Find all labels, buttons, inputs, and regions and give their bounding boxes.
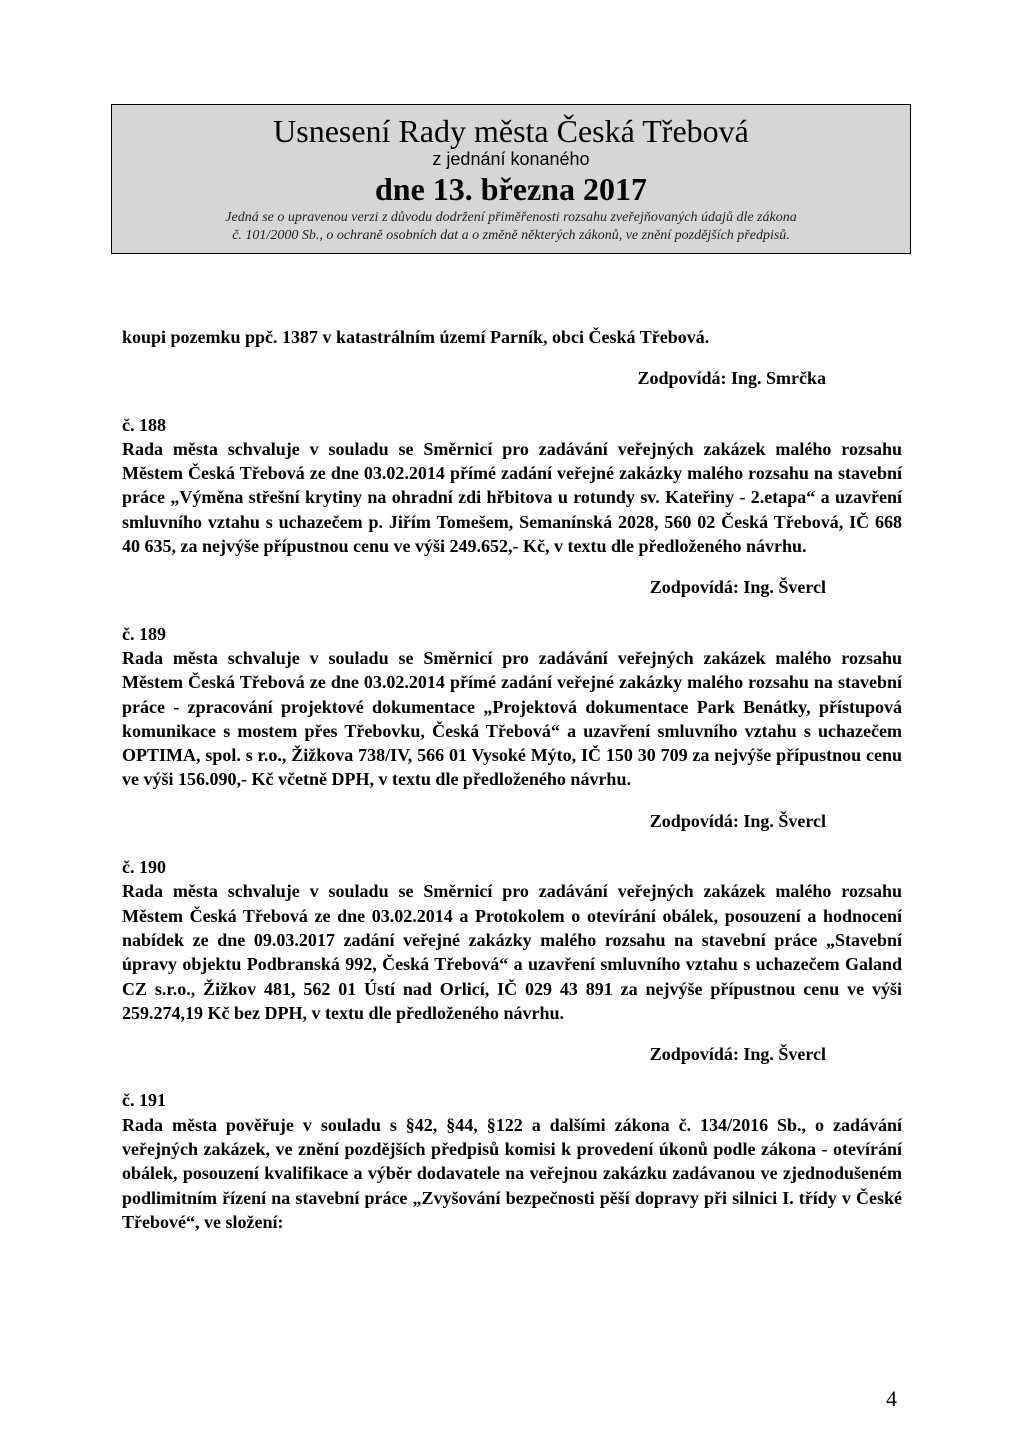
intro-text: koupi pozemku ppč. 1387 v katastrálním území Parník, obci Česká Třebová. <box>122 327 710 347</box>
page-number: 4 <box>886 1386 897 1411</box>
resolution-header-box <box>111 104 911 254</box>
redaction-note-line-2: č. 101/2000 Sb., o ochraně osobních dat a o změně některých zákonů, ve znění pozdějších předpisů. <box>232 228 790 243</box>
resolution-188-number: č. 188 <box>122 414 166 435</box>
document-title: Usnesení Rady města Česká Třebová <box>273 113 749 149</box>
resolution-190-number: č. 190 <box>122 857 166 878</box>
document-subtitle: z jednání konaného <box>432 149 590 169</box>
resolution-189-text: Rada města schvaluje v souladu se Směrnicí pro zadávání veřejných zakázek malého rozsahu Městem Česká Třebová ze dne 03.02.2014 přímé zadání veřejné zakázky malého rozsahu na stavební práce - zpracování projektové dokumentace „Projektová dokumentace Park Benátky, přístupová komunikace s mostem přes Třebovku, Česká Třebová“ a uzavření smluvního vztahu s uchazečem OPTIMA, spol. s r.o., Žižkova 738/IV, 566 01 Vysoké Mýto, IČ 150 30 709 za nejvýše přípustnou cenu ve výši 156.090,- Kč včetně DPH, v textu dle předloženého návrhu. <box>122 647 902 790</box>
resolution-189-number: č. 189 <box>122 623 166 644</box>
resolution-190-responsible: Zodpovídá: Ing. Švercl <box>649 1044 826 1065</box>
resolution-191-text: Rada města pověřuje v souladu s §42, §44, §122 a dalšími zákona č. 134/2016 Sb., o zadávání veřejných zakázek, ve znění pozdějších předpisů komisi k provedení úkonů podle zákona - otevírání obálek, posouzení kvalifikace a výběr dodavatele na veřejnou zakázku zadávanou ve zjednodušeném podlimitním řízení na stavební práce „Zvyšování bezpečnosti pěší dopravy při silnici I. třídy v České Třebové“, ve složení: <box>122 1114 902 1232</box>
resolution-188-responsible: Zodpovídá: Ing. Švercl <box>649 577 826 598</box>
resolution-188-text: Rada města schvaluje v souladu se Směrnicí pro zadávání veřejných zakázek malého rozsahu Městem Česká Třebová ze dne 03.02.2014 přímé zadání veřejné zakázky malého rozsahu na stavební práce „Výměna střešní krytiny na ohradní zdi hřbitova u rotundy sv. Kateřiny - 2.etapa“ a uzavření smluvního vztahu s uchazečem p. Jiřím Tomešem, Semanínská 2028, 560 02 Česká Třebová, IČ 668 40 635, za nejvýše přípustnou cenu ve výši 249.652,- Kč, v textu dle předloženého návrhu. <box>122 438 902 557</box>
intro-responsible: Zodpovídá: Ing. Smrčka <box>637 368 826 389</box>
resolution-191-number: č. 191 <box>122 1090 166 1111</box>
document-body <box>122 325 902 1234</box>
resolution-189-responsible: Zodpovídá: Ing. Švercl <box>649 810 826 831</box>
meeting-date: dne 13. března 2017 <box>375 171 647 207</box>
resolution-190-text: Rada města schvaluje v souladu se Směrnicí pro zadávání veřejných zakázek malého rozsahu Městem Česká Třebová ze dne 03.02.2014 a Protokolem o otevírání obálek, posouzení a hodnocení nabídek ze dne 09.03.2017 zadání veřejné zakázky malého rozsahu na stavební práce „Stavební úpravy objektu Podbranská 992, Česká Třebová“ a uzavření smluvního vztahu s uchazečem Galand CZ s.r.o., Žižkov 481, 562 01 Ústí nad Orlicí, IČ 029 43 891 za nejvýše přípustnou cenu ve výši 259.274,19 Kč bez DPH, v textu dle předloženého návrhu. <box>122 881 902 1023</box>
redaction-note-line-1: Jedná se o upravenou verzi z důvodu dodržení přiměřenosti rozsahu zveřejňovaných údajů dle zákona <box>225 210 797 225</box>
